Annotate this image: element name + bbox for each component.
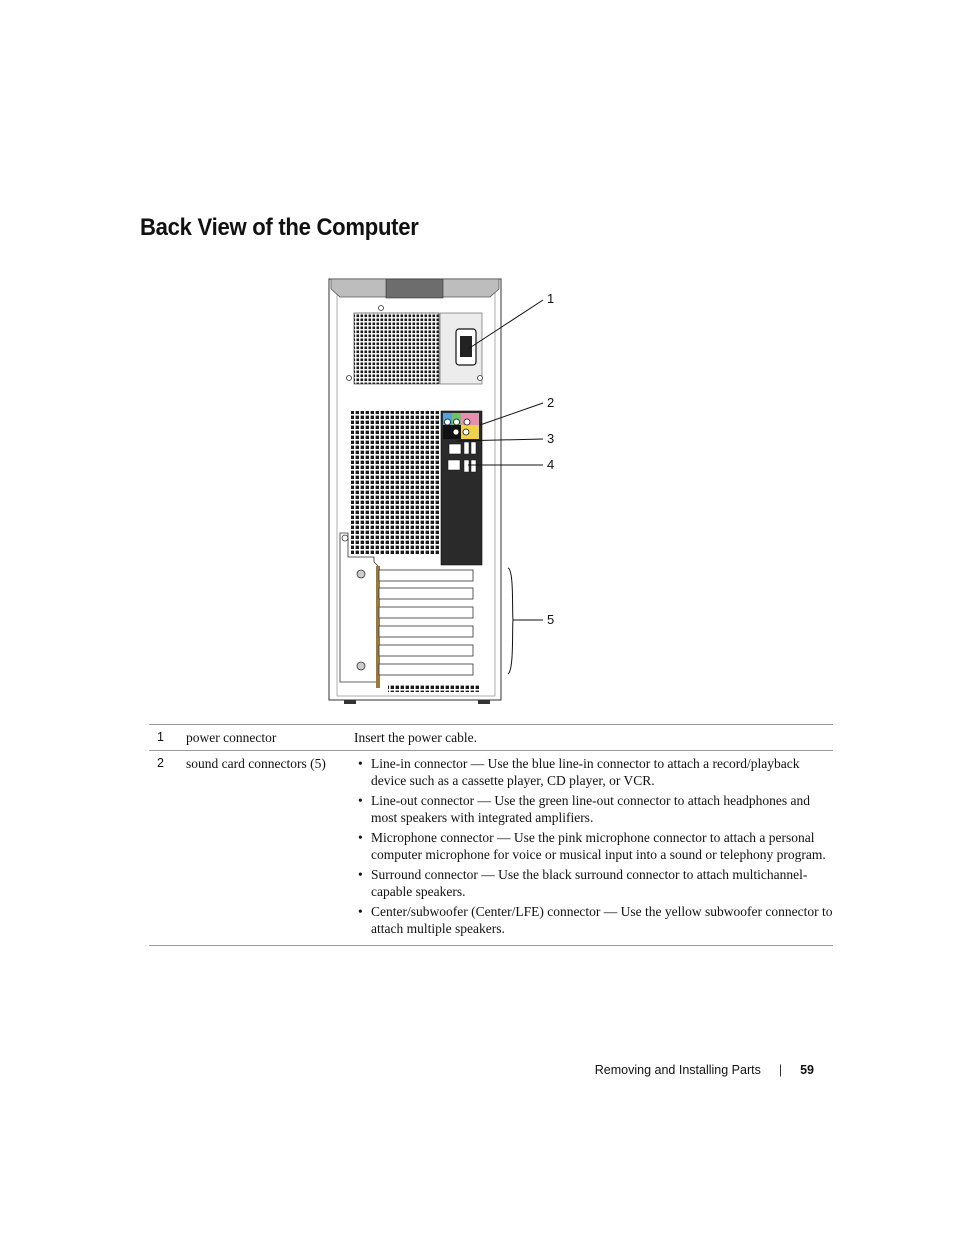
part-name: sound card connectors (5) — [186, 751, 354, 946]
row-number: 2 — [149, 751, 186, 946]
callout-number: 3 — [547, 431, 555, 446]
part-name: power connector — [186, 725, 354, 751]
list-item: • Center/subwoofer (Center/LFE) connector — Use the yellow subwoofer connector to attach multiple speakers. — [354, 903, 833, 937]
part-description: Insert the power cable. — [354, 725, 833, 751]
row-number: 1 — [149, 725, 186, 751]
computer-back-view-figure — [300, 270, 580, 710]
page-title: Back View of the Computer — [140, 214, 419, 241]
callout-number: 5 — [547, 612, 555, 627]
parts-table — [149, 724, 833, 946]
page-footer — [595, 1063, 814, 1077]
connector-list — [354, 755, 833, 937]
footer-separator: | — [778, 1063, 783, 1077]
callout-number: 2 — [547, 395, 555, 410]
list-item: • Line-in connector — Use the blue line-in connector to attach a record/playback device such as a cassette player, CD player, or VCR. — [354, 755, 833, 789]
table-row — [149, 725, 833, 751]
computer-back-illustration — [300, 270, 580, 710]
list-item: • Line-out connector — Use the green line-out connector to attach headphones and most speakers with integrated amplifiers. — [354, 792, 833, 826]
callout-number: 1 — [547, 291, 555, 306]
table-row — [149, 751, 833, 946]
list-item: • Surround connector — Use the black surround connector to attach multichannel-capable speakers. — [354, 866, 833, 900]
part-description — [354, 751, 833, 946]
footer-section-title: Removing and Installing Parts — [594, 1063, 761, 1077]
list-item: • Microphone connector — Use the pink microphone connector to attach a personal computer microphone for voice or musical input into a sound or telephony program. — [354, 829, 833, 863]
callout-number: 4 — [547, 457, 555, 472]
page-number: 59 — [800, 1063, 814, 1077]
